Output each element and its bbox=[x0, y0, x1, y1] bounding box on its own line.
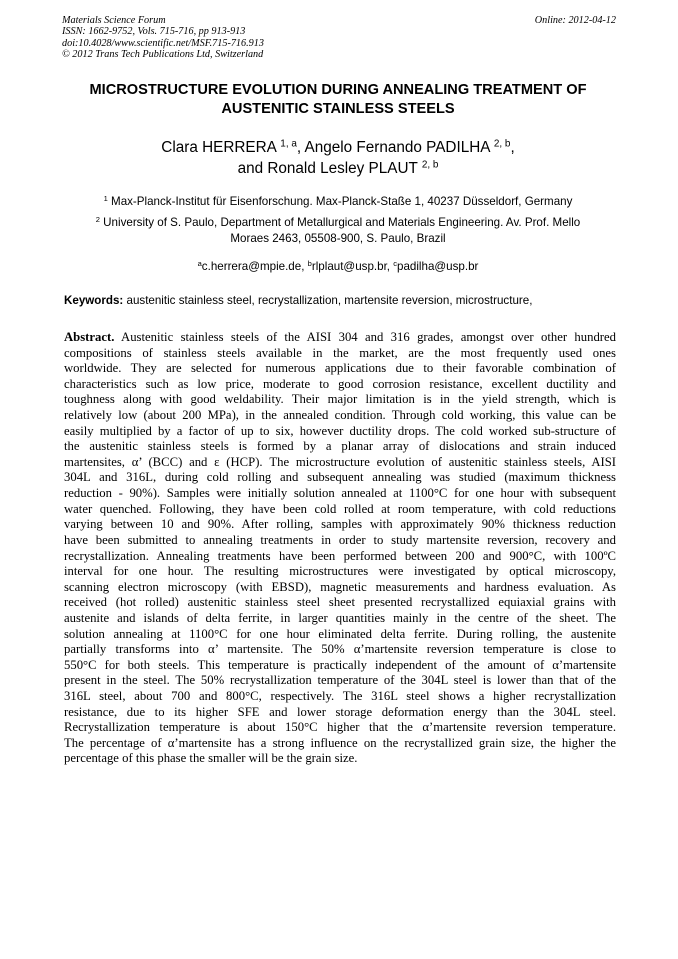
doi-line[interactable]: doi:10.4028/www.scientific.net/MSF.715-716.913 bbox=[62, 37, 264, 49]
abstract-line: water quenched. Following, they have been cold rolled at room temperature, with cold reductions bbox=[64, 501, 616, 516]
author-name: , Angelo Fernando PADILHA bbox=[296, 139, 490, 156]
abstract-line: worldwide. They are selected for numerous applications due to their favorable combination of bbox=[64, 361, 616, 376]
abstract-line: present in the steel. The 50% recrystallization temperature of the 304L steel is lower than that of the bbox=[64, 673, 616, 688]
affiliation-superscript: 2 bbox=[95, 214, 100, 224]
title-line-2: AUSTENITIC STAINLESS STEELS bbox=[221, 101, 455, 117]
abstract-line: martensites, α’ (BCC) and ε (HCP). The microstructure evolution of austenitic stainless steels, AISI bbox=[64, 454, 616, 469]
author-line-2 bbox=[60, 158, 616, 179]
paper-title bbox=[60, 81, 616, 119]
author-emails bbox=[62, 259, 614, 275]
abstract-line: partially transforms into α’ martensite. The 50% α’martensite reversion temperature is close to bbox=[64, 642, 616, 657]
abstract-text: Austenitic stainless steels of the AISI 304 and 316 grades, amongst over other hundred bbox=[114, 330, 616, 344]
email-superscript: c bbox=[393, 258, 397, 268]
abstract-line: percentage of this phase the smaller will be the grain size. bbox=[64, 751, 358, 766]
issn-line: ISSN: 1662-9752, Vols. 715-716, pp 913-913 bbox=[62, 26, 246, 38]
journal-name: Materials Science Forum bbox=[62, 15, 166, 26]
author-superscript: 2, b bbox=[421, 159, 439, 171]
copyright-line: © 2012 Trans Tech Publications Ltd, Switzerland bbox=[62, 48, 264, 60]
author-line-1 bbox=[60, 137, 616, 158]
author-superscript: 2, b bbox=[493, 138, 511, 150]
keywords bbox=[64, 293, 616, 309]
abstract-line: compositions of stainless steels available in the market, are the most frequently used ones bbox=[64, 345, 616, 360]
abstract-line bbox=[64, 330, 616, 346]
email-superscript: b bbox=[307, 258, 312, 268]
email-link[interactable]: rlplaut@usp.br, bbox=[311, 260, 394, 273]
abstract-line: recrystallization. Annealing treatments have been performed between 200 and 900°C, with 100ºC bbox=[64, 548, 616, 563]
abstract-label: Abstract. bbox=[64, 330, 115, 344]
author-separator: , bbox=[510, 139, 515, 156]
keywords-label: Keywords: bbox=[64, 294, 124, 307]
abstract-line: 550°C for both steels. This temperature is practically independent of the amount of α’martensite bbox=[64, 657, 616, 672]
abstract-line: the austenitic stainless steels is formed by a planar array of dislocations and strain induced bbox=[64, 439, 616, 454]
abstract-line: Recrystallization temperature is about 150°C higher that the α’martensite reversion temperature. bbox=[64, 720, 616, 735]
journal-header bbox=[62, 15, 264, 60]
abstract-line: 316L steel, about 700 and 800°C, respectively. The 316L steel shows a higher recrystallization bbox=[64, 689, 616, 704]
affiliation-superscript: 1 bbox=[103, 193, 108, 203]
keywords-text: austenitic stainless steel, recrystallization, martensite reversion, microstructure, bbox=[123, 294, 533, 307]
abstract-line: scanning electron microscopy (with EBSD), magnetic measurements and hardness evaluation. As bbox=[64, 579, 616, 594]
author-superscript: 1, a bbox=[280, 138, 297, 150]
author-list bbox=[60, 137, 616, 179]
email-link[interactable]: c.herrera@mpie.de, bbox=[201, 260, 308, 273]
abstract-line: varying between 10 and 90%. After rolling, samples with approximately 90% thickness reduction bbox=[64, 517, 616, 532]
abstract-line: The percentage of α’martensite has a strong influence on the recrystallized grain size, the higher the bbox=[64, 735, 616, 750]
abstract-line: resistance, due to its higher SFE and lower storage deformation energy than the 304L steel. bbox=[64, 704, 616, 719]
abstract-line: relatively low (about 200 MPa), in the annealed condition. Through cold working, this value can be bbox=[64, 408, 616, 423]
email-link[interactable]: padilha@usp.br bbox=[397, 260, 479, 273]
abstract-line: received (hot rolled) austenitic stainless steel sheet presented recrystallized equiaxial grains with bbox=[64, 595, 616, 610]
abstract-line: interval for one hour. The resulting microstructures were investigated by optical microscopy, bbox=[64, 564, 616, 579]
abstract-line: easily multiplied by a factor of up to six, however ductility drops. The cold worked sub-structure of bbox=[64, 423, 616, 438]
affiliation-text: University of S. Paulo, Department of Metallurgical and Materials Engineering. Av. Prof. Mello bbox=[103, 216, 581, 229]
abstract-line: austenite and islands of delta ferrite, in larger quantities mainly in the centre of the sheet. The bbox=[64, 610, 616, 625]
affiliation-line bbox=[62, 215, 614, 231]
abstract-line: 304L and 316L, during cold rolling and subsequent annealing was studied (maximum thickness bbox=[64, 470, 616, 485]
affiliation-1 bbox=[62, 194, 614, 210]
online-date: Online: 2012-04-12 bbox=[534, 15, 616, 26]
title-line-1: MICROSTRUCTURE EVOLUTION DURING ANNEALING TREATMENT OF bbox=[89, 82, 587, 98]
abstract-line: have been submitted to annealing treatments in order to study martensite reversion, recovery and bbox=[64, 532, 616, 547]
email-superscript: a bbox=[197, 258, 202, 268]
abstract-line: characteristics such as low price, moderate to good corrosion resistance, excellent ductility and bbox=[64, 376, 616, 391]
author-name: Clara HERRERA bbox=[161, 139, 277, 156]
author-name: and Ronald Lesley PLAUT bbox=[237, 160, 418, 177]
affiliation-2 bbox=[62, 215, 614, 247]
abstract-line: solution annealing at 1100°C for one hour eliminated delta ferrite. During rolling, the austenite bbox=[64, 626, 616, 641]
abstract-line: reduction - 90%). Samples were initially solution annealed at 1100°C for one hour with subsequent bbox=[64, 486, 616, 501]
abstract-line: toughness along with good weldability. Their major limitation is in the yield strength, which is bbox=[64, 392, 616, 407]
affiliation-line: Moraes 2463, 05508-900, S. Paulo, Brazil bbox=[230, 232, 446, 245]
affiliation-text: Max-Planck-Institut für Eisenforschung. Max-Planck-Staße 1, 40237 Düsseldorf, Germany bbox=[111, 195, 573, 208]
abstract bbox=[64, 330, 616, 767]
